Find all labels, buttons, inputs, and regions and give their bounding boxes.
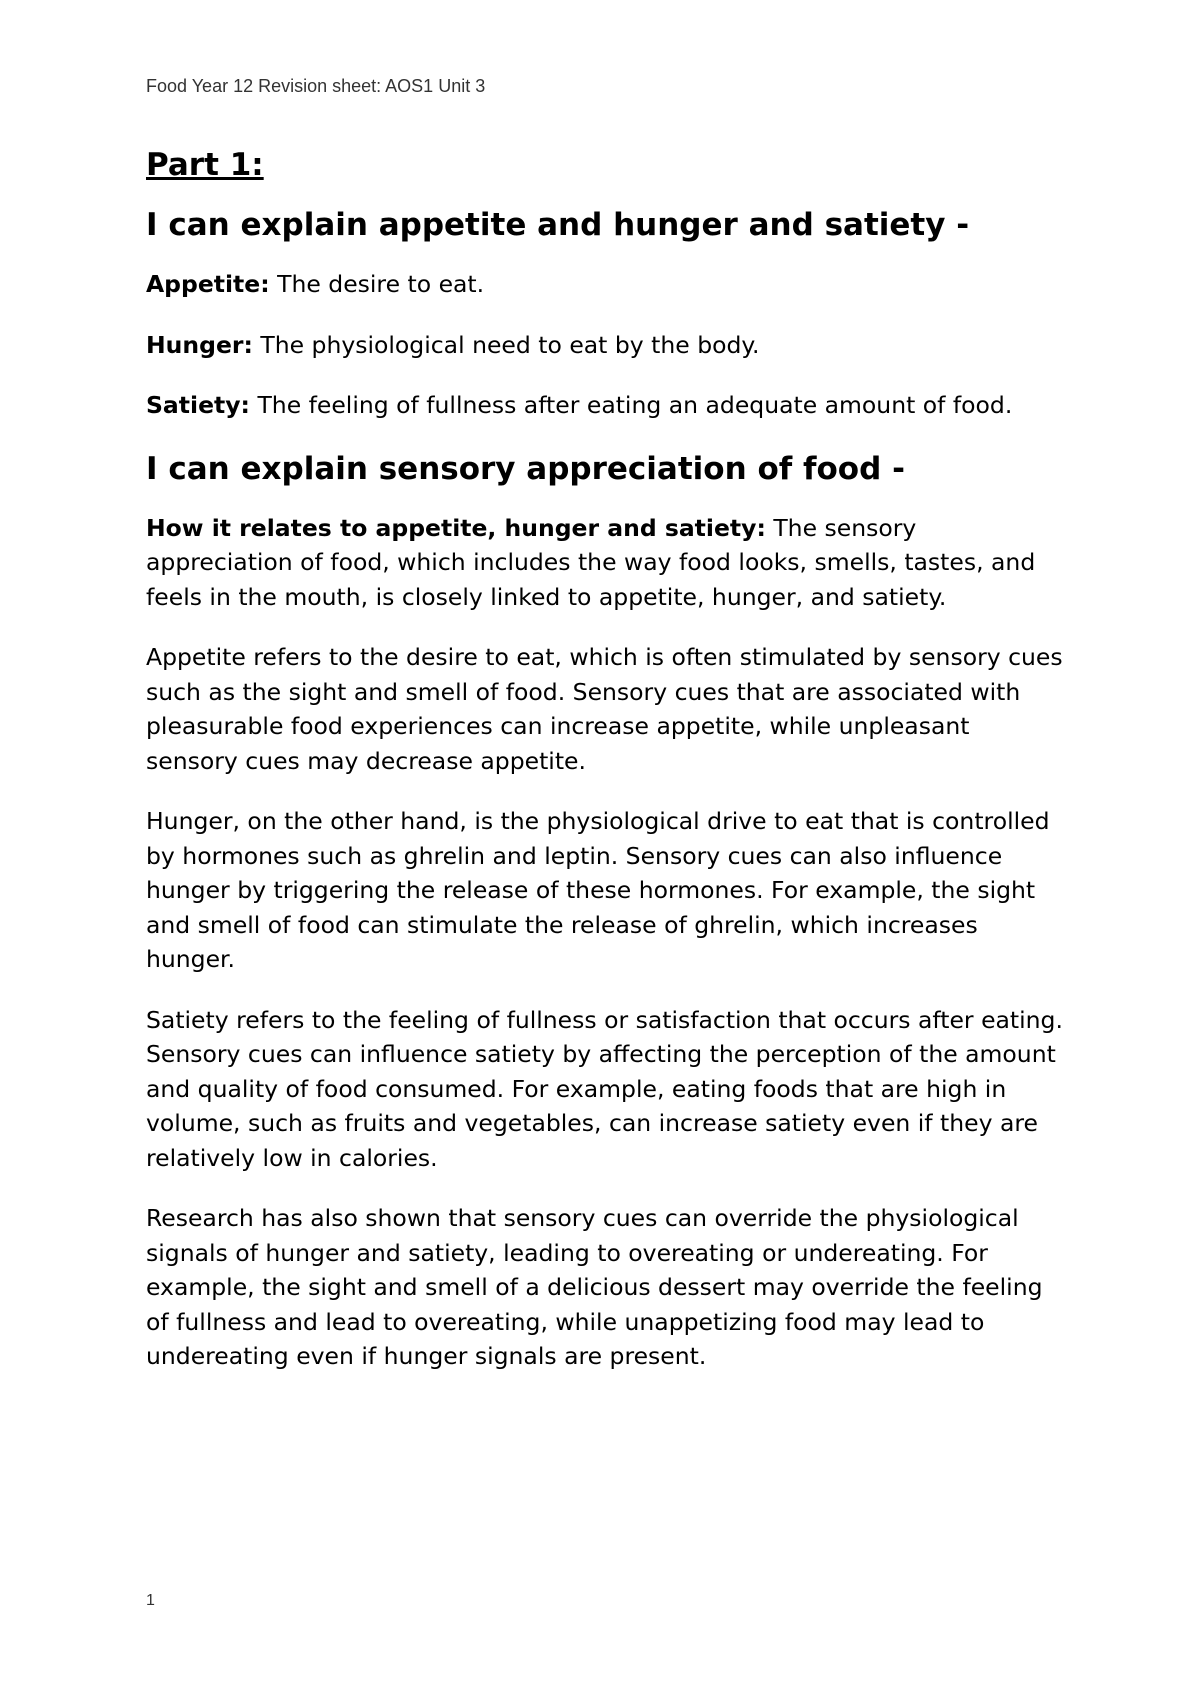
paragraph-hunger: Hunger, on the other hand, is the physiological drive to eat that is controlled by hormones such as ghrelin and leptin. Sensory cues can also influence hunger by triggering the release of these hormones. For example, the sight and smell of food can stimulate the release of ghrelin, which increases hunger. xyxy=(146,807,1050,973)
definition-term: Satiety: xyxy=(146,391,250,419)
definition-term: Hunger: xyxy=(146,330,253,359)
definition-text: The desire to eat. xyxy=(269,270,485,298)
paragraph-satiety: Satiety refers to the feeling of fullness or satisfaction that occurs after eating. Sensory cues can influence satiety by affecting the perception of the amount and quality of food consumed. For example, eating foods that are high in volume, such as fruits and vegetables, can increase satiety even if they are relatively low in calories. xyxy=(146,1005,1063,1172)
definition-text: The physiological need to eat by the body. xyxy=(252,330,760,359)
paragraph-appetite: Appetite refers to the desire to eat, which is often stimulated by sensory cues such as the sight and smell of food. Sensory cues that are associated with pleasurable food experiences can increase appetite, while unpleasant sensory cues may decrease appetite. xyxy=(146,643,1063,775)
definition-satiety xyxy=(146,388,1066,423)
intro-term: How it relates to appetite, hunger and satiety: xyxy=(146,513,766,542)
page-number: 1 xyxy=(146,1592,155,1609)
intro-text: The sensory appreciation of food, which includes the way food looks, smells, tastes, and feels in the mouth, is closely linked to appetite, hunger, and satiety. xyxy=(146,513,1036,611)
section-heading-appetite-hunger-satiety: I can explain appetite and hunger and satiety - xyxy=(146,207,970,243)
definition-hunger xyxy=(146,328,1066,363)
definition-appetite xyxy=(146,267,1066,302)
definition-text: The feeling of fullness after eating an adequate amount of food. xyxy=(249,391,1013,419)
definition-term: Appetite: xyxy=(146,270,270,298)
section-heading-sensory-appreciation: I can explain sensory appreciation of food - xyxy=(146,450,905,487)
paragraph-research: Research has also shown that sensory cues can override the physiological signals of hunger and satiety, leading to overeating or undereating. For example, the sight and smell of a delicious dessert may override the feeling of fullness and lead to overeating, while unappetizing food may lead to undereating even if hunger signals are present. xyxy=(146,1204,1043,1370)
document-body xyxy=(146,145,1066,1400)
sensory-intro-paragraph xyxy=(146,511,1066,615)
part-title: Part 1: xyxy=(146,147,264,183)
page-header: Food Year 12 Revision sheet: AOS1 Unit 3 xyxy=(146,76,486,96)
